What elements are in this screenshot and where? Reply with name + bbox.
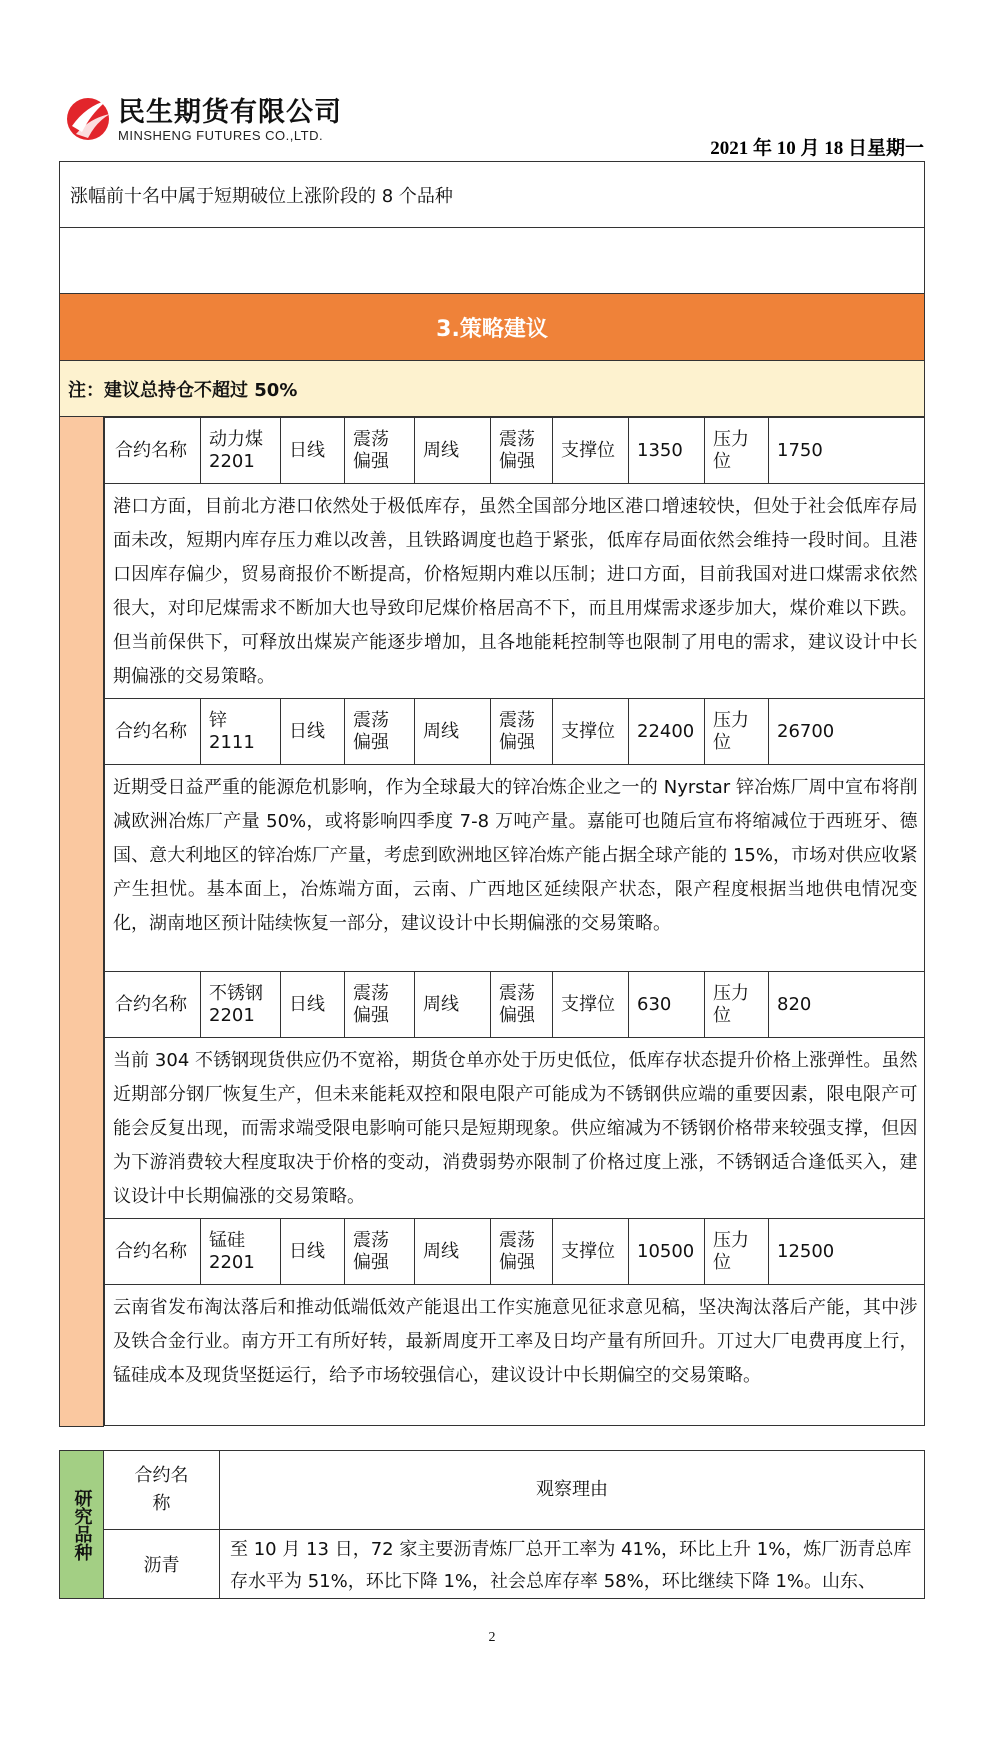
- resistance-label: 压力位: [705, 972, 769, 1038]
- research-item-name: 沥青: [104, 1530, 220, 1599]
- weekly-trend: 震荡偏强: [491, 418, 553, 484]
- company-name-cn: 民生期货有限公司: [118, 97, 342, 128]
- company-logo: [66, 90, 366, 152]
- contract-label: 合约名称: [105, 1219, 201, 1285]
- weekly-label: 周线: [415, 972, 491, 1038]
- support-label: 支撑位: [553, 1219, 629, 1285]
- resistance-value: 26700: [769, 699, 925, 765]
- company-name-en: MINSHENG FUTURES CO.,LTD.: [118, 128, 324, 143]
- strategy-analysis-text: 港口方面，目前北方港口依然处于极低库存，虽然全国部分地区港口增速较快，但处于社会低库存局面未改，短期内库存压力难以改善，且铁路调度也趋于紧张，低库存局面依然会维持一段时间。且港口因库存偏少，贸易商报价不断提高，价格短期内难以压制；进口方面，目前我国对进口煤需求依然很大，对印尼煤需求不断加大也导致印尼煤价格居高不下，而且用煤需求逐步加大，煤价难以下跌。但当前保供下，可释放出煤炭产能逐步增加，且各地能耗控制等也限制了用电的需求，建议设计中长期偏涨的交易策略。: [105, 484, 925, 699]
- contract-name: 锰硅2201: [201, 1219, 281, 1285]
- page-number: 2: [488, 1630, 496, 1645]
- resistance-value: 1750: [769, 418, 925, 484]
- col-contract-header: 合约名称: [104, 1451, 220, 1530]
- contract-name: 不锈钢2201: [201, 972, 281, 1038]
- contract-label: 合约名称: [105, 418, 201, 484]
- strategy-analysis-text: 近期受日益严重的能源危机影响，作为全球最大的锌冶炼企业之一的 Nyrstar 锌冶炼厂周中宣布将削减欧洲冶炼厂产量 50%，或将影响四季度 7-8 万吨产量。嘉能可也随后宣布将缩减位于西班牙、德国、意大利地区的锌冶炼厂产量，考虑到欧洲地区锌冶炼产能占据全球产能的 15%，市场对供应收紧产生担忧。基本面上，冶炼端方面，云南、广西地区延续限产状态，限产程度根据当地供电情况变化，湖南地区预计陆续恢复一部分，建议设计中长期偏涨的交易策略。: [105, 765, 925, 972]
- weekly-label: 周线: [415, 1219, 491, 1285]
- daily-label: 日线: [281, 699, 345, 765]
- research-table: [59, 1450, 925, 1599]
- weekly-trend: 震荡偏强: [491, 972, 553, 1038]
- intro-text: 涨幅前十名中属于短期破位上涨阶段的 8 个品种: [60, 162, 925, 228]
- strategy-header-row: [105, 418, 925, 484]
- support-value: 1350: [629, 418, 705, 484]
- resistance-value: 12500: [769, 1219, 925, 1285]
- research-side-label: 研究品种: [60, 1451, 104, 1599]
- resistance-value: 820: [769, 972, 925, 1038]
- position-note: 注：建议总持仓不超过 50%: [60, 361, 925, 417]
- strategy-header-row: [105, 699, 925, 765]
- research-row: [60, 1530, 925, 1599]
- minsheng-logo-icon: [66, 92, 112, 144]
- section-title: 3.策略建议: [60, 294, 925, 361]
- strategy-header-row: [105, 1219, 925, 1285]
- strategy-header-row: [105, 972, 925, 1038]
- weekly-trend: 震荡偏强: [491, 699, 553, 765]
- support-value: 10500: [629, 1219, 705, 1285]
- support-label: 支撑位: [553, 699, 629, 765]
- report-date: 2021 年 10 月 18 日星期一: [710, 138, 924, 159]
- resistance-label: 压力位: [705, 1219, 769, 1285]
- resistance-label: 压力位: [705, 418, 769, 484]
- contract-label: 合约名称: [105, 972, 201, 1038]
- empty-row: [60, 228, 925, 294]
- support-value: 630: [629, 972, 705, 1038]
- support-label: 支撑位: [553, 418, 629, 484]
- weekly-label: 周线: [415, 699, 491, 765]
- daily-trend: 震荡偏强: [345, 699, 415, 765]
- research-item-reason: 至 10 月 13 日，72 家主要沥青炼厂总开工率为 41%，环比上升 1%，炼厂沥青总库存水平为 51%，环比下降 1%，社会总库存率 58%，环比继续下降 1%。山东、: [220, 1530, 925, 1599]
- col-reason-header: 观察理由: [220, 1451, 925, 1530]
- contract-label: 合约名称: [105, 699, 201, 765]
- strategy-analysis-text: 云南省发布淘汰落后和推动低端低效产能退出工作实施意见征求意见稿，坚决淘汰落后产能，其中涉及铁合金行业。南方开工有所好转，最新周度开工率及日均产量有所回升。丌过大厂电费再度上行，锰硅成本及现货坚挺运行，给予市场较强信心，建议设计中长期偏空的交易策略。: [105, 1285, 925, 1426]
- daily-label: 日线: [281, 418, 345, 484]
- contract-name: 锌 2111: [201, 699, 281, 765]
- strategy-inner-table: [104, 417, 925, 1426]
- strategy-analysis-text: 当前 304 不锈钢现货供应仍不宽裕，期货仓单亦处于历史低位，低库存状态提升价格上涨弹性。虽然近期部分钢厂恢复生产，但未来能耗双控和限电限产可能成为不锈钢供应端的重要因素，限电限产可能会反复出现，而需求端受限电影响可能只是短期现象。供应缩减为不锈钢价格带来较强支撑，但因为下游消费较大程度取决于价格的变动，消费弱势亦限制了价格过度上涨，不锈钢适合逢低买入，建议设计中长期偏涨的交易策略。: [105, 1038, 925, 1219]
- daily-label: 日线: [281, 1219, 345, 1285]
- weekly-label: 周线: [415, 418, 491, 484]
- support-label: 支撑位: [553, 972, 629, 1038]
- resistance-label: 压力位: [705, 699, 769, 765]
- daily-trend: 震荡偏强: [345, 418, 415, 484]
- strategy-table: [59, 161, 925, 1427]
- daily-trend: 震荡偏强: [345, 972, 415, 1038]
- support-value: 22400: [629, 699, 705, 765]
- side-accent: [60, 417, 104, 1427]
- daily-trend: 震荡偏强: [345, 1219, 415, 1285]
- strategy-list: [104, 417, 925, 1427]
- weekly-trend: 震荡偏强: [491, 1219, 553, 1285]
- contract-name: 动力煤2201: [201, 418, 281, 484]
- daily-label: 日线: [281, 972, 345, 1038]
